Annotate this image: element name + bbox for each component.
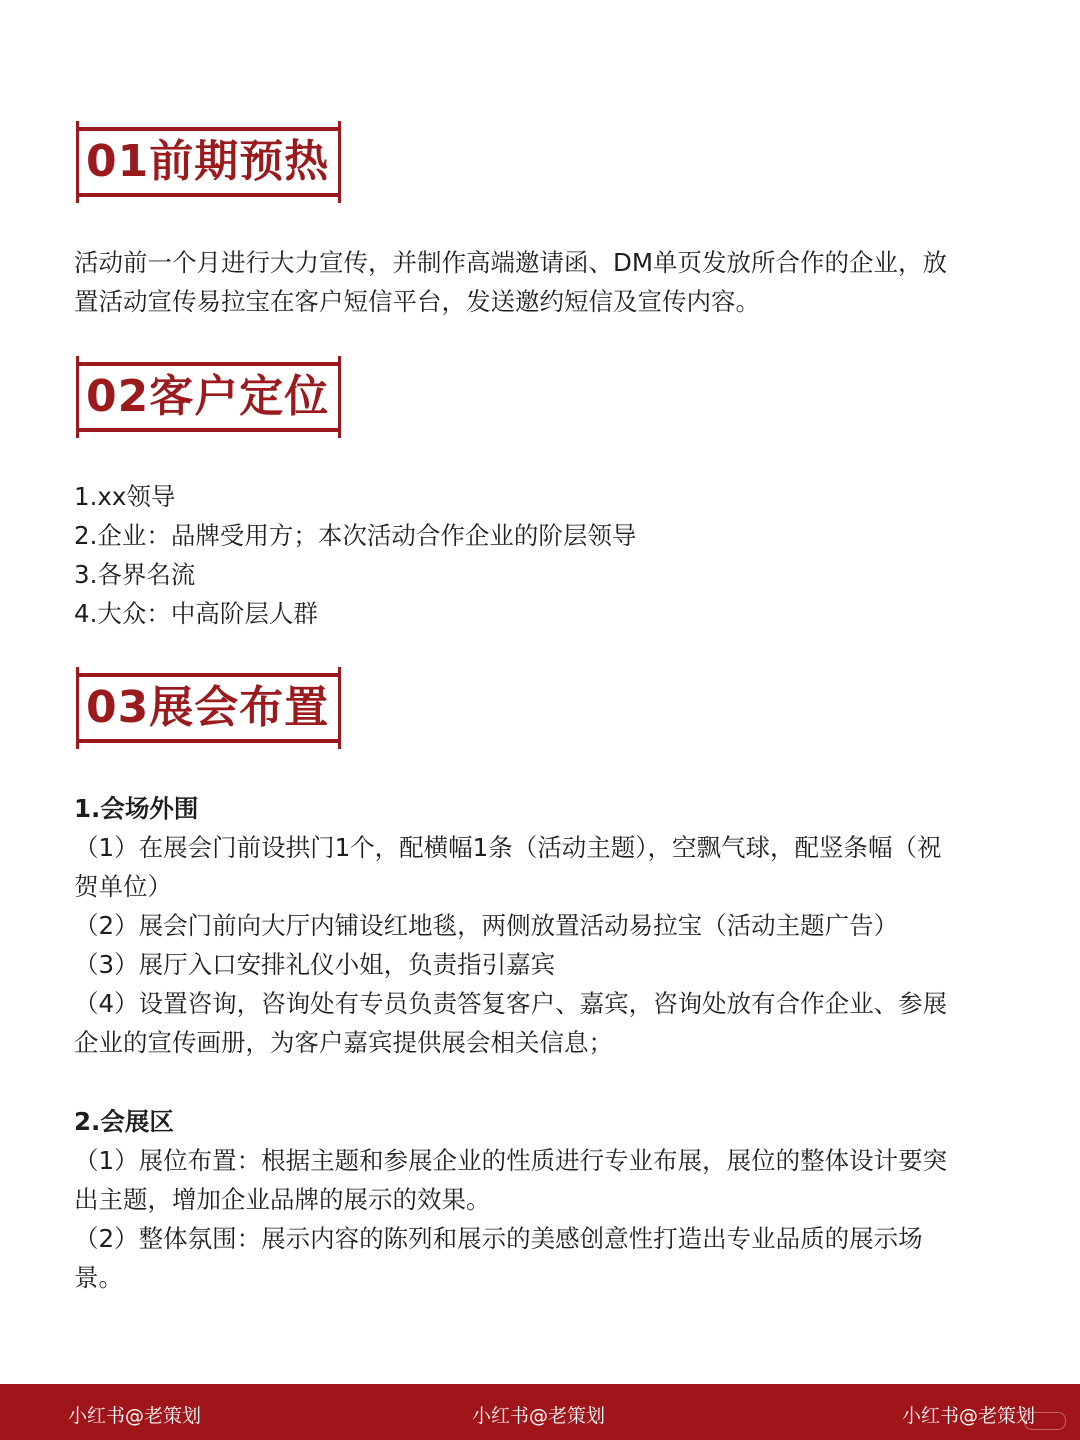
- section-01-title-text: 01前期预热: [86, 136, 330, 187]
- list-item: （2）整体氛围：展示内容的陈列和展示的美感创意性打造出专业品质的展示场: [74, 1224, 923, 1253]
- section-03-sub-2: [74, 1102, 1010, 1297]
- subsection-heading: 2.会展区: [74, 1107, 174, 1136]
- section-01-line-1: 活动前一个月进行大力宣传，并制作高端邀请函、DM单页发放所合作的企业，放: [74, 248, 948, 277]
- list-item: 4.大众：中高阶层人群: [74, 599, 318, 628]
- section-03-title: [78, 673, 339, 743]
- section-02-body: [74, 477, 1010, 633]
- footer-bar: [0, 1384, 1080, 1440]
- list-item: （2）展会门前向大厅内铺设红地毯，两侧放置活动易拉宝（活动主题广告）: [74, 911, 899, 940]
- list-item: （1）展位布置：根据主题和参展企业的性质进行专业布展，展位的整体设计要突: [74, 1146, 948, 1175]
- watermark-center: 小红书@老策划: [472, 1405, 606, 1427]
- watermark-left: 小红书@老策划: [68, 1405, 202, 1427]
- list-item: 景。: [74, 1263, 123, 1292]
- section-02-title: [78, 362, 339, 432]
- list-item: 出主题，增加企业品牌的展示的效果。: [74, 1185, 491, 1214]
- list-item: （4）设置咨询，咨询处有专员负责答复客户、嘉宾，咨询处放有合作企业、参展: [74, 989, 948, 1018]
- watermark-right: 小红书@老策划: [902, 1405, 1036, 1427]
- list-item: （1）在展会门前设拱门1个，配横幅1条（活动主题），空飘气球，配竖条幅（祝: [74, 833, 942, 862]
- section-03-sub-1: [74, 789, 1010, 1062]
- section-02-title-text: 02客户定位: [86, 371, 330, 422]
- section-01-title: [78, 127, 339, 197]
- list-item: 企业的宣传画册，为客户嘉宾提供展会相关信息；: [74, 1028, 613, 1057]
- list-item: 2.企业：品牌受用方；本次活动合作企业的阶层领导: [74, 521, 637, 550]
- list-item: 1.xx领导: [74, 482, 176, 511]
- list-item: 贺单位）: [74, 872, 172, 901]
- list-item: （3）展厅入口安排礼仪小姐，负责指引嘉宾: [74, 950, 556, 979]
- corner-logo-icon: [1024, 1412, 1066, 1430]
- section-03-title-text: 03展会布置: [86, 682, 330, 733]
- list-item: 3.各界名流: [74, 560, 196, 589]
- subsection-heading: 1.会场外围: [74, 794, 199, 823]
- section-01-line-2: 置活动宣传易拉宝在客户短信平台，发送邀约短信及宣传内容。: [74, 287, 760, 316]
- section-01-body: [74, 243, 1010, 321]
